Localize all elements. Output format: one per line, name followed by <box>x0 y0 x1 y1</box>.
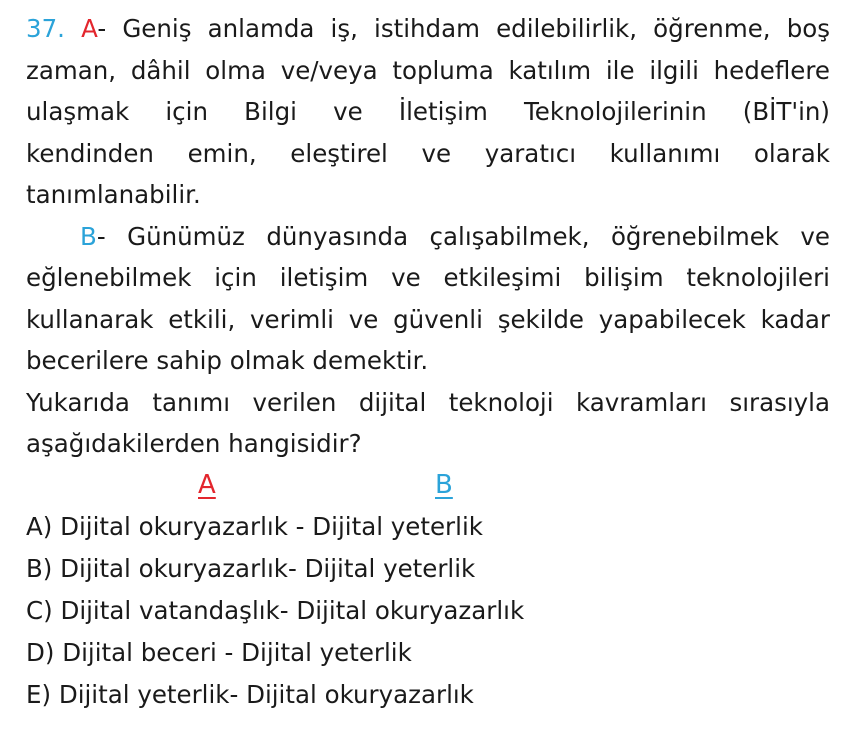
paragraph-a-line-4: kendinden emin, eleştirel ve yaratıcı kullanımı olarak <box>26 138 830 168</box>
option-b[interactable]: B) Dijital okuryazarlık- Dijital yeterlik <box>26 554 476 583</box>
label-a: A <box>81 14 98 43</box>
option-c[interactable]: C) Dijital vatandaşlık- Dijital okuryazarlık <box>26 596 525 625</box>
header-a: A <box>198 469 216 500</box>
answer-headers <box>26 465 830 507</box>
prompt-line-2: aşağıdakilerden hangisidir? <box>26 429 362 458</box>
paragraph-b-line-1: B- Günümüz dünyasında çalışabilmek, öğrenebilmek ve <box>80 221 830 251</box>
paragraph-b-line-4: becerilere sahip olmak demektir. <box>26 346 429 375</box>
paragraph-a-line-3: ulaşmak için Bilgi ve İletişim Teknolojilerinin (BİT'in) <box>26 97 830 126</box>
header-b: B <box>435 469 453 500</box>
label-b: B <box>80 221 97 251</box>
paragraph-b-line-2: eğlenebilmek için iletişim ve etkileşimi bilişim teknolojileri <box>26 263 830 292</box>
paragraph-a-line-1: 37. A- Geniş anlamda iş, istihdam edilebilirlik, öğrenme, boş <box>26 14 830 43</box>
option-e[interactable]: E) Dijital yeterlik- Dijital okuryazarlık <box>26 680 474 709</box>
paragraph-a-line-5: tanımlanabilir. <box>26 180 201 209</box>
question-number: 37. <box>26 14 65 43</box>
prompt-line-1: Yukarıda tanımı verilen dijital teknoloji kavramları sırasıyla <box>26 387 830 417</box>
question-block <box>26 8 830 716</box>
option-d[interactable]: D) Dijital beceri - Dijital yeterlik <box>26 638 412 667</box>
option-a[interactable]: A) Dijital okuryazarlık - Dijital yeterlik <box>26 512 483 541</box>
paragraph-b-line-3: kullanarak etkili, verimli ve güvenli şekilde yapabilecek kadar <box>26 304 830 334</box>
paragraph-a-line-2: zaman, dâhil olma ve/veya topluma katılım ile ilgili hedeflere <box>26 55 830 85</box>
